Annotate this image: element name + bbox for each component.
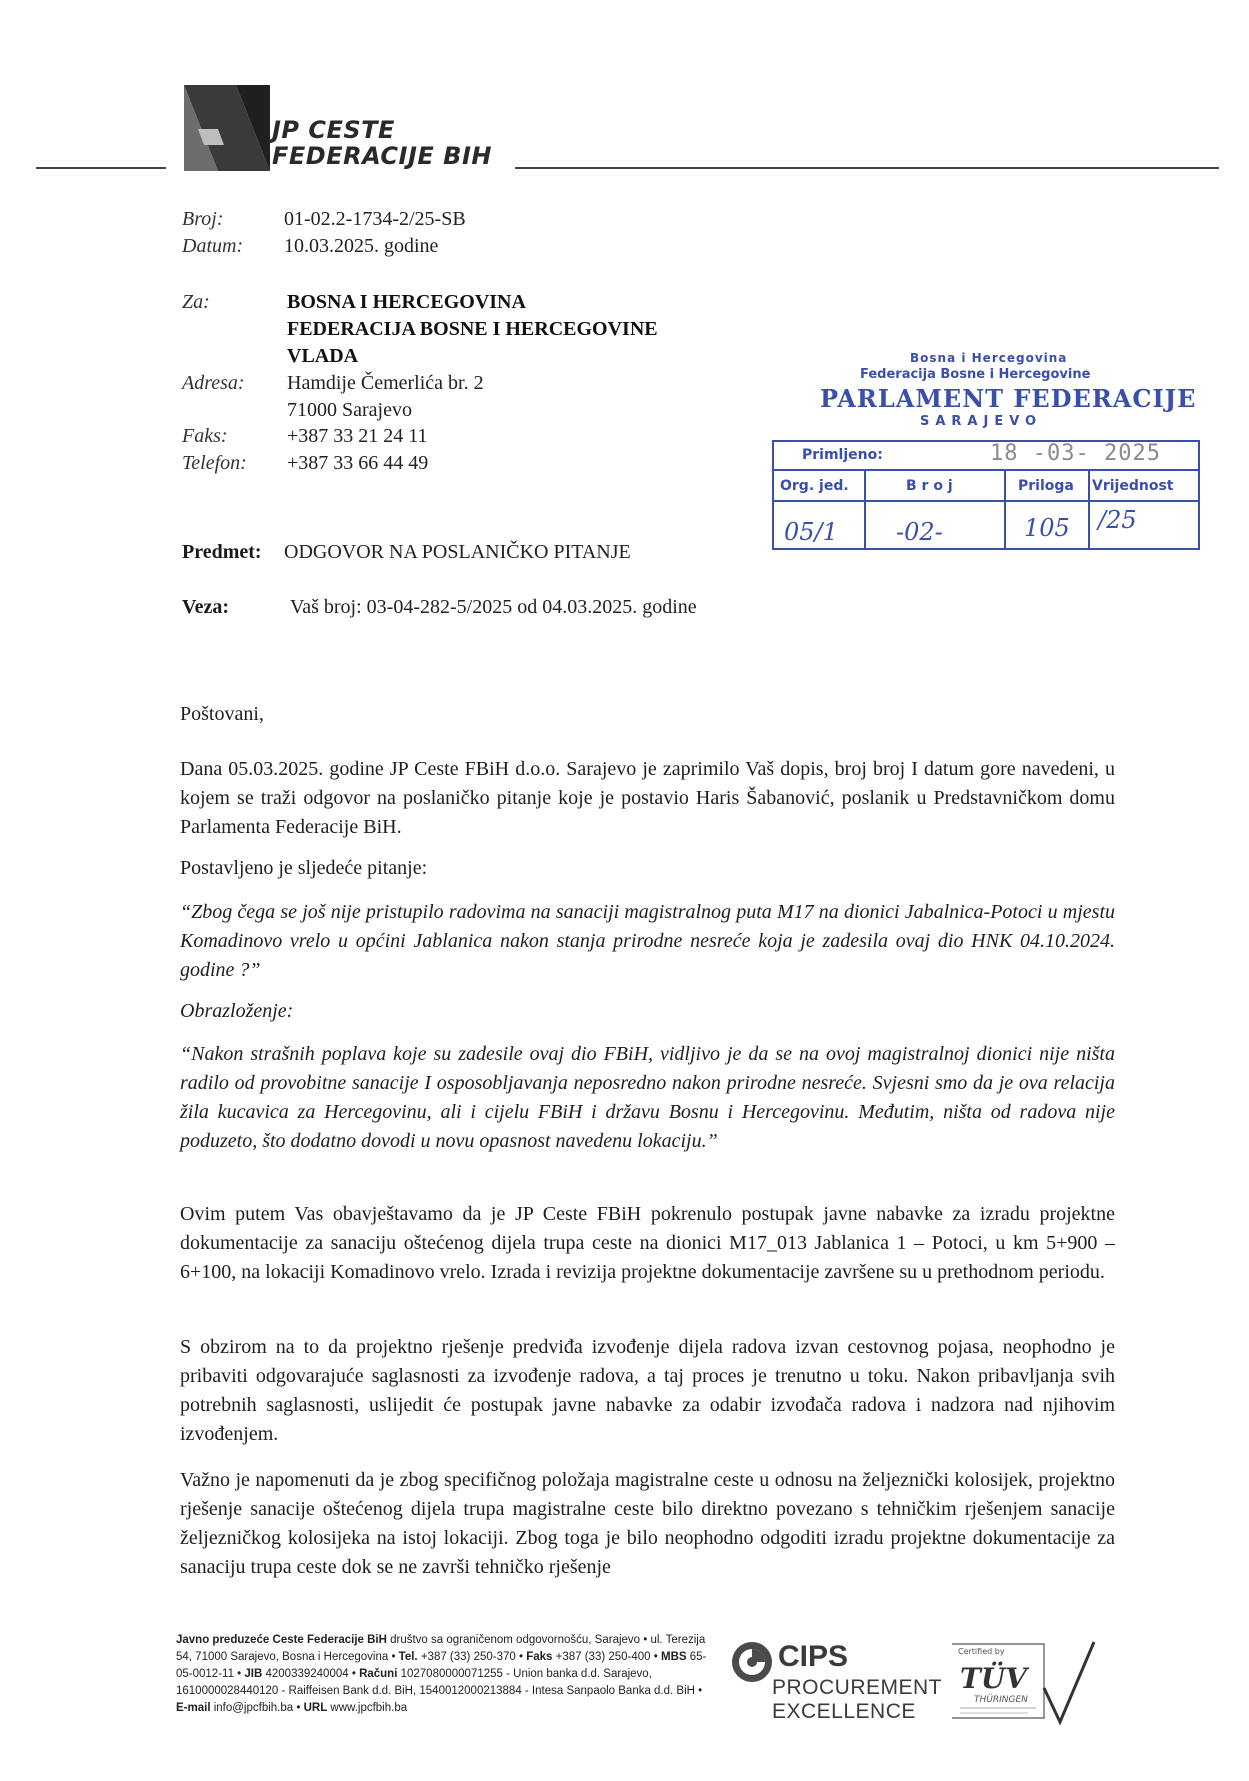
stamp-handwritten-broj: -02-	[896, 518, 943, 546]
cips-wordmark: CIPS	[778, 1640, 849, 1673]
stamp-line2: Federacija Bosne i Hercegovine	[860, 367, 1091, 382]
footer-company-info	[176, 1632, 716, 1717]
stamp-col-broj: B r o j	[906, 478, 953, 494]
paragraph-2: Postavljeno je sljedeće pitanje:	[180, 857, 428, 879]
stamp-handwritten-org: 05/1	[784, 518, 838, 546]
paragraph-4: S obzirom na to da projektno rješenje predviđa izvođenje dijela radova izvan cestovnog pojasa, neophodno je pribaviti odgovarajuće saglasnosti za izvođenje radova, a taj proces je trenutno u toku. Nakon pribavljanja svih potrebnih saglasnosti, uslijedit će postupak javne nabavke za odabir izvođača radova i nadzora nad njihovim izvođenjem.	[180, 1336, 1115, 1445]
footer-email-label: E-mail	[176, 1702, 211, 1714]
footer-email: info@jpcfbih.ba •	[210, 1702, 304, 1714]
footer-tel-label: Tel.	[398, 1651, 418, 1663]
veza-label: Veza:	[182, 596, 230, 618]
adresa-line2: 71000 Sarajevo	[287, 399, 412, 421]
paragraph-1: Dana 05.03.2025. godine JP Ceste FBiH d.o.o. Sarajevo je zaprimilo Vaš dopis, broj broj I datum gore navedeni, u kojem se traži odgovor na poslaničko pitanje koje je postavio Haris Šabanović, poslanik u Predstavničkom domu Parlamenta Federacije BiH.	[180, 758, 1115, 838]
footer-text-4: 65-05-0012-11 •	[176, 1651, 707, 1680]
header-rule-right	[515, 167, 1219, 169]
obrazlozenje-label: Obrazloženje:	[180, 1000, 294, 1022]
cips-excellence: EXCELLENCE	[772, 1700, 916, 1723]
recipient-line2: FEDERACIJA BOSNE I HERCEGOVINE	[287, 318, 658, 340]
datum-label: Datum:	[182, 235, 244, 257]
cips-procurement: PROCUREMENT	[772, 1676, 943, 1699]
tuv-certified-text: Certified by	[958, 1647, 1005, 1656]
company-name-line2: FEDERACIJE BIH	[272, 142, 492, 170]
predmet-label: Predmet:	[182, 541, 262, 563]
adresa-line1: Hamdije Čemerlića br. 2	[287, 372, 484, 394]
faks-value: +387 33 21 24 11	[287, 425, 428, 447]
footer-text-5: 4200339240004 •	[262, 1668, 360, 1680]
stamp-col-divider-1	[864, 471, 866, 550]
cips-logo-icon	[730, 1640, 774, 1684]
tuv-sub-text: THÜRINGEN	[974, 1695, 1028, 1705]
stamp-primljeno-label: Primljeno:	[802, 447, 883, 463]
stamp-line4: SARAJEVO	[920, 414, 1043, 429]
tuv-brand-text: TÜV	[960, 1662, 1027, 1695]
stamp-line1: Bosna i Hercegovina	[910, 351, 1068, 365]
footer-text-6: 1027080000071255 - Union banka d.d. Sarajevo, 1610000028440120 - Raiffeisen Bank d.d. BiH, 1540012000213884 - Intesa Sanpaolo Banka d.d. BiH •	[176, 1668, 703, 1697]
company-name-line1: JP CESTE	[272, 116, 395, 144]
header-rule-left	[36, 167, 166, 169]
stamp-col-org: Org. jed.	[780, 478, 849, 494]
broj-label: Broj:	[182, 208, 224, 230]
company-logo-icon	[184, 85, 270, 171]
stamp-col-divider-2	[1004, 471, 1006, 550]
za-label: Za:	[182, 291, 210, 313]
greeting: Poštovani,	[180, 703, 264, 725]
footer-jib-label: JIB	[244, 1668, 263, 1680]
stamp-handwritten-vrijednost: /25	[1098, 506, 1137, 534]
footer-mbs-label: MBS	[660, 1651, 687, 1663]
paragraph-3: Ovim putem Vas obavještavamo da je JP Ceste FBiH pokrenulo postupak javne nabavke za izradu projektne dokumentacije za sanaciju oštećenog dijela trupa ceste na dionici M17_013 Jablanica 1 – Potoci, u km 5+900 – 6+100, na lokaciji Komadinovo vrelo. Izrada i revizija projektne dokumentacije završene su u prethodnom periodu.	[180, 1203, 1115, 1283]
footer-company-name: Javno preduzeće Ceste Federacije BiH	[176, 1634, 387, 1646]
stamp-col-divider-3	[1088, 471, 1090, 550]
footer-url: www.jpcfbih.ba	[327, 1702, 408, 1714]
footer-faks-label: Faks	[526, 1651, 553, 1663]
paragraph-5: Važno je napomenuti da je zbog specifičnog položaja magistralne ceste u odnosu na željeznički kolosijek, projektno rješenje sanacije oštećenog dijela trupa magistralne ceste bilo direktno povezano s tehničkim rješenjem sanacije željezničkog kolosijeka na istoj lokaciji. Zbog toga je bilo neophodno odgoditi izradu projektne dokumentacije za sanaciju trupa ceste dok se ne završi tehničko rješenje	[180, 1469, 1115, 1578]
footer-racuni-label: Računi	[359, 1668, 398, 1680]
veza-value: Vaš broj: 03-04-282-5/2025 od 04.03.2025. godine	[290, 596, 697, 618]
broj-value: 01-02.2-1734-2/25-SB	[284, 208, 466, 230]
recipient-line1: BOSNA I HERCEGOVINA	[287, 291, 526, 313]
telefon-value: +387 33 66 44 49	[287, 452, 429, 474]
footer-text-2: +387 (33) 250-370 •	[417, 1651, 527, 1663]
stamp-handwritten-priloga: 105	[1024, 514, 1070, 542]
datum-value: 10.03.2025. godine	[284, 235, 439, 257]
footer-url-label: URL	[303, 1702, 328, 1714]
faks-label: Faks:	[182, 425, 228, 447]
stamp-col-vrijednost: Vrijednost	[1092, 478, 1174, 494]
telefon-label: Telefon:	[182, 452, 247, 474]
footer-text-1: društvo sa ograničenom odgovornošću, Sarajevo • ul. Terezija 54, 71000 Sarajevo, Bosna i Hercegovina •	[176, 1634, 706, 1663]
predmet-value: ODGOVOR NA POSLANIČKO PITANJE	[284, 541, 631, 563]
stamp-primljeno-date: 18 -03- 2025	[990, 441, 1161, 466]
recipient-line3: VLADA	[287, 345, 359, 367]
obrazlozenje-quote: “Nakon strašnih poplava koje su zadesile ovaj dio FBiH, vidljivo je da se na ovoj magistralnoj dionici nije ništa radilo od provobitne sanacije I osposobljavanja neposredno nakon prirodne nesreće. Svjesni smo da je ova relacija žila kucavica za Hercegovinu, ali i cijelu FBiH i državu Bosnu i Hercegovinu. Međutim, ništa od radova nije poduzeto, što dodatno dovodi u novu opasnost navedenu lokaciju.”	[180, 1043, 1115, 1152]
stamp-line3: PARLAMENT FEDERACIJE	[820, 384, 1197, 413]
tuv-certification-logo-icon	[948, 1638, 1098, 1728]
stamp-col-priloga: Priloga	[1018, 478, 1074, 494]
footer-text-3: +387 (33) 250-400 •	[552, 1651, 661, 1663]
adresa-label: Adresa:	[182, 372, 245, 394]
question-quote: “Zbog čega se još nije pristupilo radovima na sanaciji magistralnog puta M17 na dionici Jabalnica-Potoci u mjestu Komadinovo vrelo u općini Jablanica nakon stanja prirodne nesreće koja je zadesila ovaj dio HNK 04.10.2024. godine ?”	[180, 901, 1115, 981]
